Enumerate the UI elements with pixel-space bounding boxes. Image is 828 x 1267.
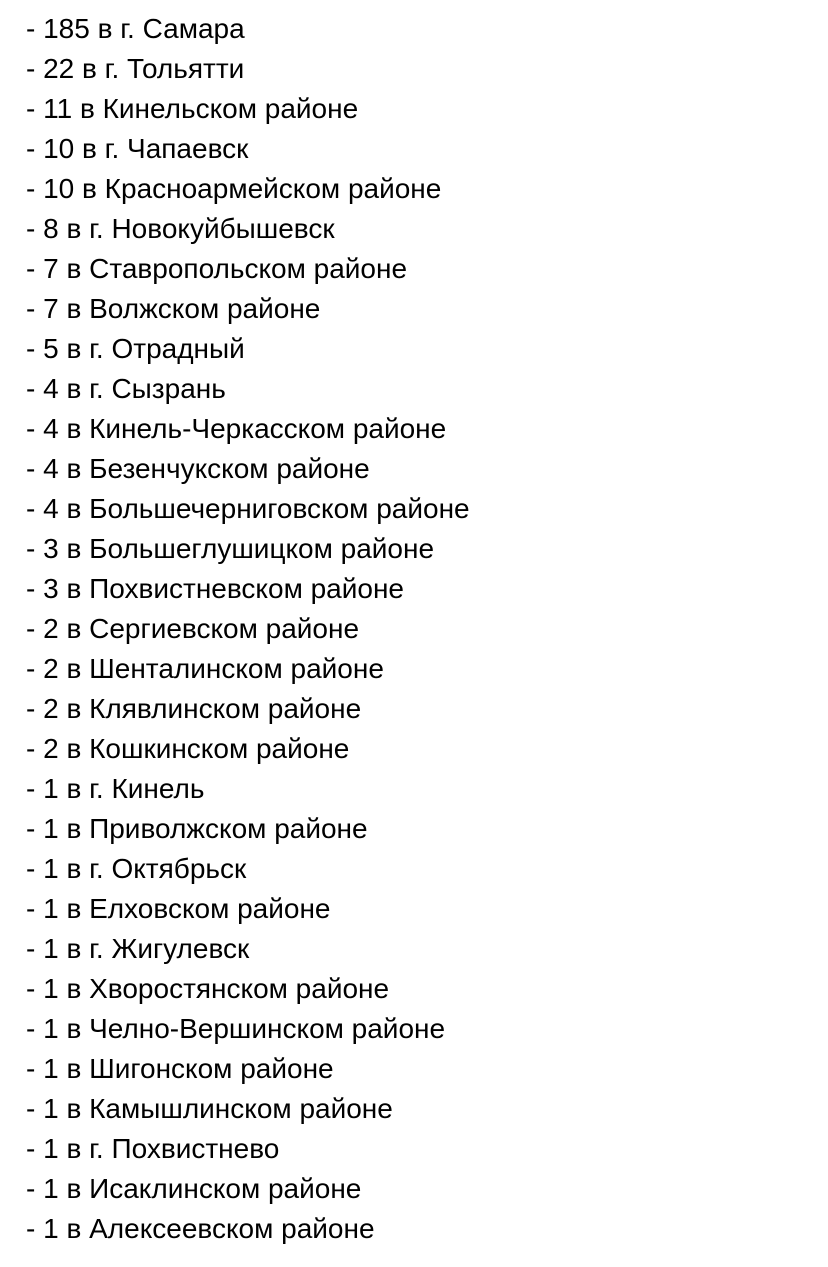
list-item: - 11 в Кинельском районе xyxy=(26,93,359,124)
list-item: - 4 в г. Сызрань xyxy=(26,373,226,404)
list-item: - 1 в Шигонском районе xyxy=(26,1053,334,1084)
list-item: - 10 в Красноармейском районе xyxy=(26,173,442,204)
list-item: - 1 в Хворостянском районе xyxy=(26,973,390,1004)
list-item: - 1 в Челно-Вершинском районе xyxy=(26,1013,446,1044)
list-item: - 5 в г. Отрадный xyxy=(26,333,245,364)
list-item: - 4 в Кинель-Черкасском районе xyxy=(26,413,447,444)
list-item: - 10 в г. Чапаевск xyxy=(26,133,249,164)
list-item: - 1 в Камышлинском районе xyxy=(26,1093,393,1124)
list-item: - 1 в Приволжском районе xyxy=(26,813,368,844)
list-item: - 1 в г. Кинель xyxy=(26,773,205,804)
list-item: - 7 в Ставропольском районе xyxy=(26,253,408,284)
note-body xyxy=(26,9,816,1249)
list-item: - 1 в Елховском районе xyxy=(26,893,331,924)
list-item: - 1 в г. Жигулевск xyxy=(26,933,250,964)
list-item: - 1 в г. Октябрьск xyxy=(26,853,247,884)
entry-list xyxy=(26,9,816,1249)
list-item: - 1 в Алексеевском районе xyxy=(26,1213,375,1244)
list-item: - 3 в Большеглушицком районе xyxy=(26,533,435,564)
list-item: - 2 в Сергиевском районе xyxy=(26,613,360,644)
list-item: - 2 в Шенталинском районе xyxy=(26,653,384,684)
list-item: - 8 в г. Новокуйбышевск xyxy=(26,213,335,244)
list-item: - 7 в Волжском районе xyxy=(26,293,321,324)
list-item: - 2 в Кошкинском районе xyxy=(26,733,350,764)
list-item: - 1 в г. Похвистнево xyxy=(26,1133,280,1164)
list-item: - 22 в г. Тольятти xyxy=(26,53,245,84)
list-item: - 1 в Исаклинском районе xyxy=(26,1173,362,1204)
list-item: - 3 в Похвистневском районе xyxy=(26,573,404,604)
list-item: - 2 в Клявлинском районе xyxy=(26,693,362,724)
list-item: - 185 в г. Самара xyxy=(26,13,245,44)
list-item: - 4 в Безенчукском районе xyxy=(26,453,370,484)
list-item: - 4 в Большечерниговском районе xyxy=(26,493,470,524)
